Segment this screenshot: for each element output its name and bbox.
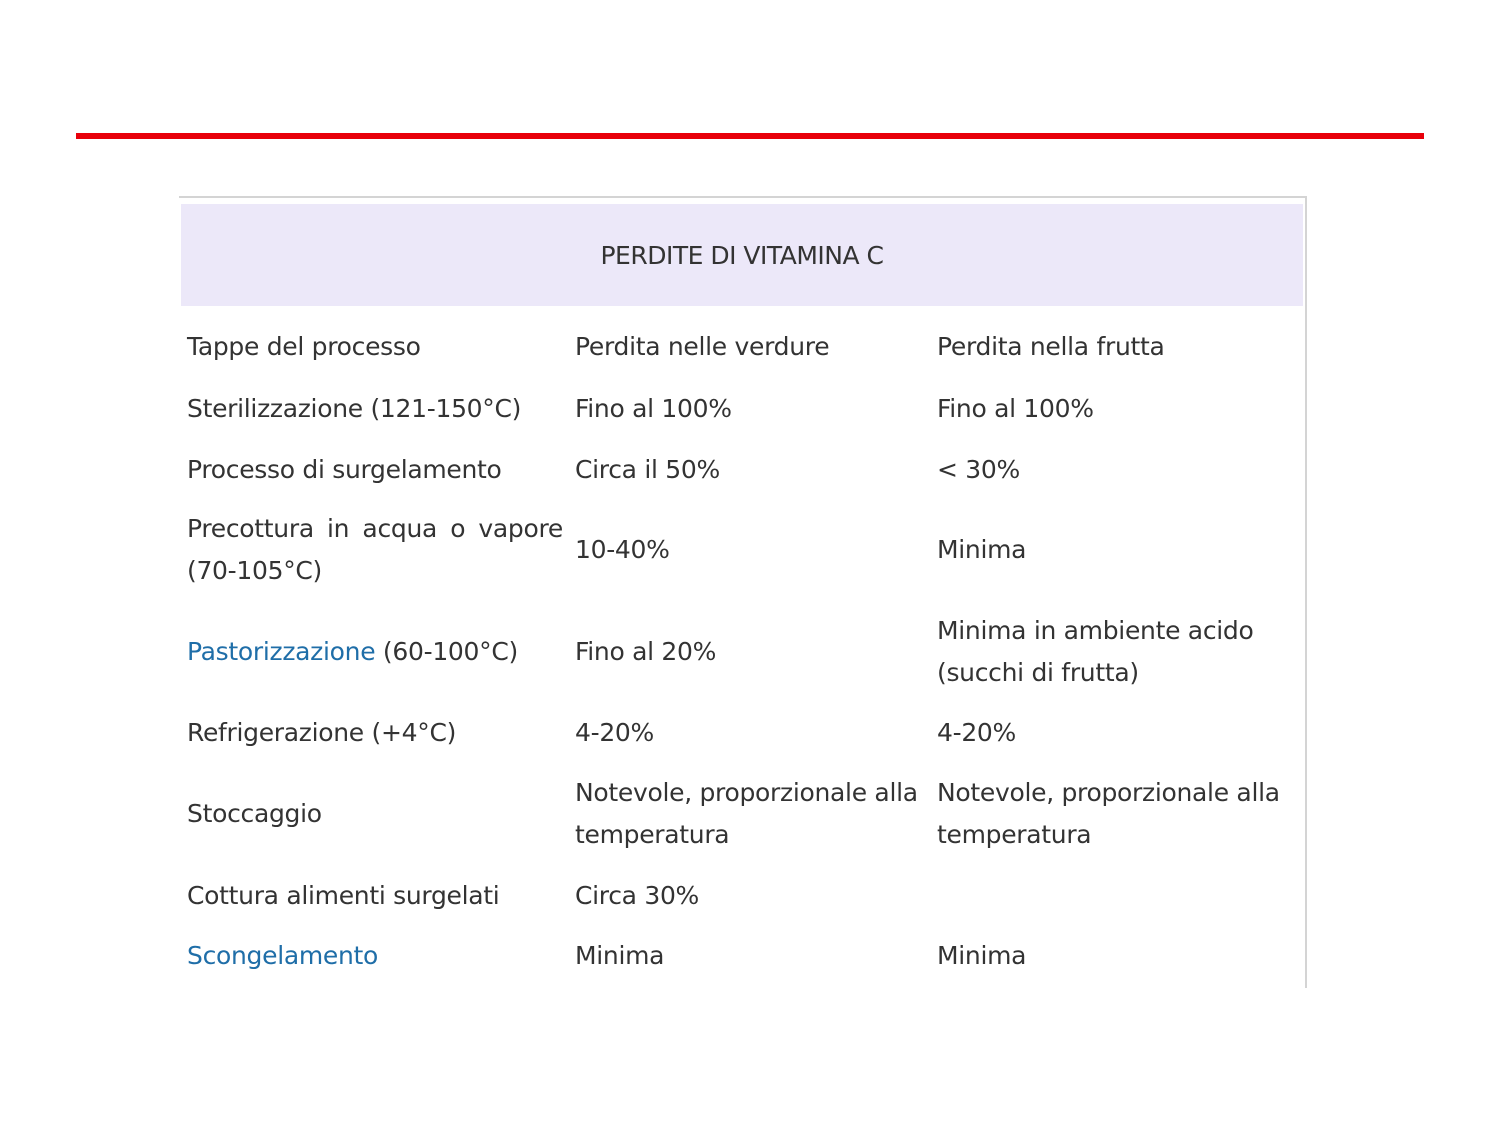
column-header-step: Tappe del processo [187,332,421,361]
table-row [181,440,1303,500]
column-header-fruit: Perdita nella frutta [937,332,1165,361]
cell-fruit: 4-20% [937,718,1016,747]
cell-vegetables: Fino al 20% [575,637,717,666]
table-row [181,378,1303,440]
cell-fruit: < 30% [937,455,1020,484]
column-header-vegetables: Perdita nelle verdure [575,332,830,361]
cell-vegetables: Minima [575,941,665,970]
cell-step [181,600,569,704]
cell-fruit: Notevole, proporzionale alla temperatura [937,778,1280,849]
cell-vegetables: Fino al 100% [575,394,732,423]
cell-step: Refrigerazione (+4°C) [187,718,457,747]
pastorizzazione-link[interactable]: Pastorizzazione [187,637,376,666]
table-row [181,762,1303,866]
cell-vegetables: Circa 30% [575,881,700,910]
cell-step: Precottura in acqua o vapore (70-105°C) [187,514,563,585]
table-row [181,866,1303,926]
table-row [181,704,1303,762]
cell-vegetables: Circa il 50% [575,455,720,484]
slide-title-rule [76,133,1424,139]
cell-step [181,926,569,986]
cell-step: Cottura alimenti surgelati [187,881,500,910]
vitamin-c-loss-table [181,316,1303,986]
cell-step: Processo di surgelamento [187,455,502,484]
cell-vegetables: 10-40% [575,535,670,564]
cell-step-suffix: (60-100°C) [375,637,518,666]
table-row [181,600,1303,704]
table-row [181,926,1303,986]
scongelamento-link[interactable]: Scongelamento [187,941,379,970]
table-row [181,500,1303,600]
cell-fruit [931,866,1303,926]
cell-step: Stoccaggio [187,799,322,828]
cell-vegetables: Notevole, proporzionale alla temperatura [575,778,918,849]
table-title: PERDITE DI VITAMINA C [181,204,1303,306]
table-header-row [181,316,1303,378]
cell-fruit: Minima in ambiente acido (succhi di frutta) [937,616,1254,687]
cell-vegetables: 4-20% [575,718,654,747]
cell-step: Sterilizzazione (121-150°C) [187,394,522,423]
cell-fruit: Fino al 100% [937,394,1094,423]
cell-fruit: Minima [937,535,1027,564]
cell-fruit: Minima [937,941,1027,970]
